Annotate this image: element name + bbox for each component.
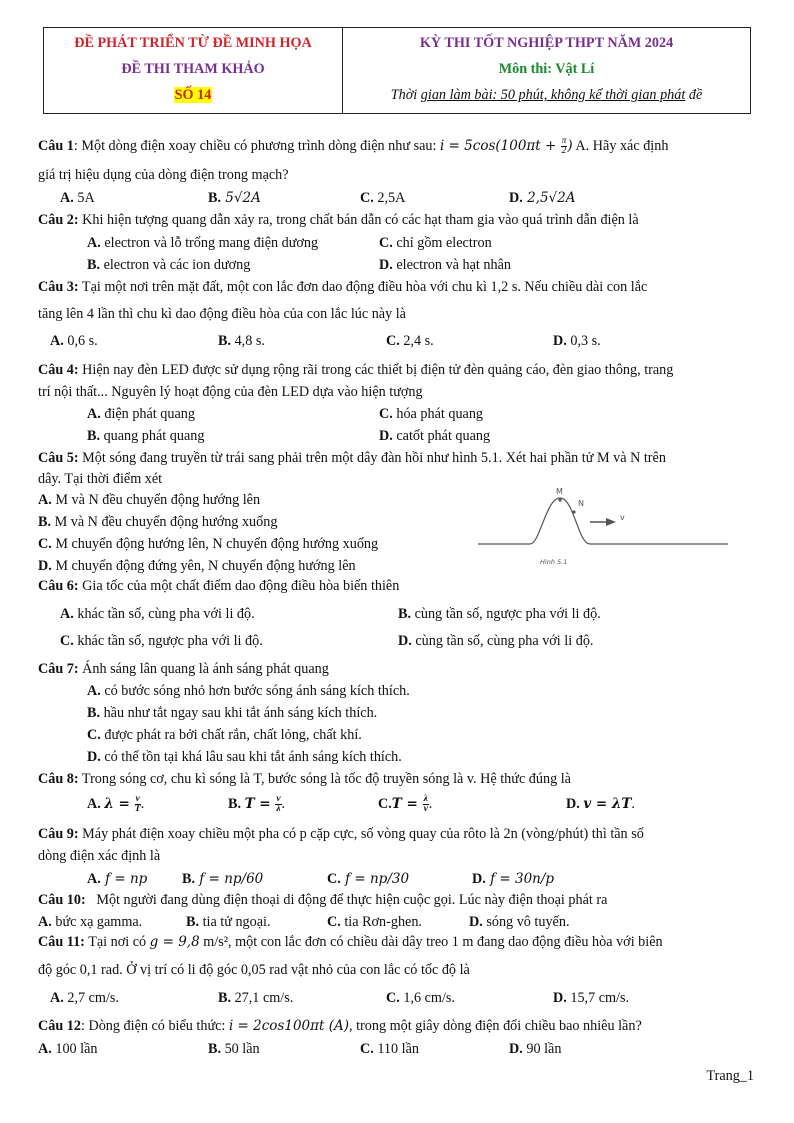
option-key: B. xyxy=(398,606,412,622)
option-text: 100 lần xyxy=(51,1041,98,1057)
option-key: B. xyxy=(228,796,242,812)
header-right-cell xyxy=(343,28,750,113)
question-6-text: Gia tốc của một chất điểm dao động điều hòa biến thiên xyxy=(78,578,400,594)
question-12-label: Câu 12 xyxy=(38,1018,81,1034)
option-text: 90 lần xyxy=(522,1041,562,1057)
option-text: 5A xyxy=(73,190,95,206)
q12-option-a[interactable] xyxy=(38,1040,98,1058)
option-text: có bước sóng nhỏ hơn bước sóng ánh sáng kích thích. xyxy=(100,683,410,699)
option-key: D. xyxy=(553,990,567,1006)
option-text: 2,7 cm/s. xyxy=(63,990,119,1006)
question-3-stem-line2: tăng lên 4 lần thì chu kì dao động điều hòa của con lắc lúc này là xyxy=(38,306,406,322)
option-tail: . xyxy=(631,796,635,812)
frac-den: λ xyxy=(276,804,281,815)
option-text: f = 30n/p xyxy=(485,871,555,887)
option-key: A. xyxy=(87,871,101,887)
option-key: C. xyxy=(38,536,52,552)
q4-option-a[interactable] xyxy=(87,405,195,423)
option-key: D. xyxy=(379,257,393,273)
option-text: cùng tần số, cùng pha với li độ. xyxy=(411,633,594,649)
question-1-frac-num: π xyxy=(561,136,567,147)
q6-option-c[interactable] xyxy=(60,632,263,650)
q1-option-c[interactable] xyxy=(360,189,405,207)
option-text: M và N đều chuyển động hướng lên xyxy=(51,492,261,508)
point-m-dot xyxy=(558,498,561,501)
question-3-label: Câu 3: xyxy=(38,279,79,295)
option-key: A. xyxy=(38,492,52,508)
question-1-label: Câu 1 xyxy=(38,138,74,154)
question-6-stem xyxy=(38,577,399,595)
q11-option-b[interactable] xyxy=(218,989,293,1007)
wave-string xyxy=(478,498,728,544)
option-text: 5√2A xyxy=(221,190,261,206)
q6-option-b[interactable] xyxy=(398,605,601,623)
velocity-label: v xyxy=(620,513,625,522)
option-key: D. xyxy=(472,871,486,887)
q2-option-b[interactable] xyxy=(87,256,250,274)
option-tail: . xyxy=(428,796,433,812)
header-duration xyxy=(391,87,703,104)
option-key: A. xyxy=(87,683,101,699)
option-text: 1,6 cm/s. xyxy=(399,990,455,1006)
option-key: B. xyxy=(87,705,101,721)
question-10-text: Một người đang dùng điện thoại di động để thực hiện cuộc gọi. Lúc này điện thoại phát ra xyxy=(85,892,608,908)
option-key: A. xyxy=(38,1041,52,1057)
option-key: D. xyxy=(398,633,412,649)
option-text: 2,5√2A xyxy=(522,190,576,206)
question-9-stem xyxy=(38,825,644,843)
option-key: C. xyxy=(386,333,400,349)
exam-header-table xyxy=(43,27,751,114)
page-number: Trang_1 xyxy=(706,1068,754,1084)
option-text: bức xạ gamma. xyxy=(51,914,143,930)
q3-option-d[interactable] xyxy=(553,332,601,350)
question-5-label: Câu 5: xyxy=(38,450,79,466)
question-11-label: Câu 11: xyxy=(38,934,85,950)
question-1-formula-close: ) xyxy=(567,138,573,154)
q11-option-d[interactable] xyxy=(553,989,629,1007)
option-text: electron và hạt nhân xyxy=(392,257,511,273)
question-2-stem xyxy=(38,211,639,229)
option-key: C. xyxy=(379,406,393,422)
option-key: D. xyxy=(566,796,580,812)
option-tail: . xyxy=(140,796,145,812)
option-key: C. xyxy=(360,190,374,206)
option-key: D. xyxy=(38,558,52,574)
q1-option-d[interactable] xyxy=(509,189,576,207)
header-duration-suffix: đề xyxy=(685,87,703,104)
question-4-stem-line2: trí nội thất... Nguyên lý hoạt động của đèn LED dựa vào hiện tượng xyxy=(38,384,423,400)
q12-option-b[interactable] xyxy=(208,1040,260,1058)
q11-option-c[interactable] xyxy=(386,989,455,1007)
q4-option-c[interactable] xyxy=(379,405,483,423)
q7-option-b[interactable] xyxy=(87,704,377,722)
question-11-formula: g = 9,8 xyxy=(149,934,200,950)
question-7-text: Ánh sáng lân quang là ánh sáng phát quang xyxy=(78,661,329,677)
q3-option-a[interactable] xyxy=(50,332,98,350)
q9-option-c[interactable] xyxy=(327,870,409,888)
question-3-stem xyxy=(38,278,647,296)
q9-option-b[interactable] xyxy=(182,870,263,888)
question-10-label: Câu 10: xyxy=(38,892,86,908)
option-text: M chuyển động hướng lên, N chuyển động hướng xuống xyxy=(51,536,379,552)
option-key: B. xyxy=(87,257,101,273)
header-source-title: ĐỀ PHÁT TRIỂN TỪ ĐỀ MINH HỌA xyxy=(74,34,312,51)
q4-option-b[interactable] xyxy=(87,427,204,445)
option-key: C. xyxy=(360,1041,374,1057)
question-11-text: Tại nơi có xyxy=(84,934,150,950)
question-1-frac-den: 2 xyxy=(561,146,567,157)
q5-option-c[interactable] xyxy=(38,535,378,553)
q9-option-a[interactable] xyxy=(87,870,147,888)
header-exam-type: ĐỀ THI THAM KHẢO xyxy=(121,60,265,77)
question-9-label: Câu 9: xyxy=(38,826,79,842)
option-text: electron và lỗ trống mang điện dương xyxy=(100,235,319,251)
question-10-stem xyxy=(38,891,607,909)
frac-den: T xyxy=(134,804,141,815)
frac-den: v xyxy=(423,804,428,815)
option-key: A. xyxy=(87,235,101,251)
option-text: M và N đều chuyển động hướng xuống xyxy=(51,514,278,530)
question-11-stem xyxy=(38,933,663,951)
option-key: C. xyxy=(327,871,341,887)
question-8-text: Trong sóng cơ, chu kì sóng là T, bước sóng là tốc độ truyền sóng là v. Hệ thức đúng là xyxy=(78,771,571,787)
q8-option-d[interactable] xyxy=(566,795,635,813)
q10-option-b[interactable] xyxy=(186,913,271,931)
question-1-formula: i = 5cos(100πt + xyxy=(439,138,561,154)
option-key: D. xyxy=(379,428,393,444)
question-5-text: Một sóng đang truyền từ trái sang phải trên một dây đàn hồi như hình 5.1. Xét hai phần tử M và N trên xyxy=(78,450,666,466)
q2-option-c[interactable] xyxy=(379,234,492,252)
question-4-stem xyxy=(38,361,673,379)
option-text: sóng vô tuyến. xyxy=(482,914,570,930)
q7-option-a[interactable] xyxy=(87,682,410,700)
option-text: chỉ gồm electron xyxy=(392,235,492,251)
option-formula: λ = xyxy=(104,796,135,812)
question-7-label: Câu 7: xyxy=(38,661,79,677)
q6-option-d[interactable] xyxy=(398,632,593,650)
option-key: C. xyxy=(378,796,392,812)
option-text: 4,8 s. xyxy=(231,333,265,349)
header-subject: Môn thi: Vật Lí xyxy=(498,60,595,77)
option-text: 0,3 s. xyxy=(566,333,601,349)
point-m-label: M xyxy=(556,487,563,496)
option-key: A. xyxy=(87,406,101,422)
question-1-stem-line2: giá trị hiệu dụng của dòng điện trong mạch? xyxy=(38,167,289,183)
q6-option-a[interactable] xyxy=(60,605,255,623)
header-left-cell xyxy=(44,28,343,113)
option-formula: v = λT xyxy=(583,796,632,812)
option-key: A. xyxy=(50,333,64,349)
q5-option-b[interactable] xyxy=(38,513,277,531)
q2-option-d[interactable] xyxy=(379,256,511,274)
q3-option-c[interactable] xyxy=(386,332,434,350)
q1-option-a[interactable] xyxy=(60,189,95,207)
option-text: 0,6 s. xyxy=(63,333,98,349)
question-11-stem-line2: độ góc 0,1 rad. Ở vị trí có li độ góc 0,05 rad vật nhỏ của con lắc có tốc độ là xyxy=(38,962,470,978)
frac-num: v xyxy=(276,794,281,805)
option-key: B. xyxy=(218,990,232,1006)
option-key: A. xyxy=(60,606,74,622)
q2-option-a[interactable] xyxy=(87,234,318,252)
q5-option-a[interactable] xyxy=(38,491,260,509)
q8-option-c[interactable] xyxy=(378,795,432,814)
option-text: cùng tần số, ngược pha với li độ. xyxy=(411,606,601,622)
option-key: C. xyxy=(327,914,341,930)
option-key: D. xyxy=(509,1041,523,1057)
header-exam-number: SỐ 14 xyxy=(174,87,212,104)
option-key: B. xyxy=(186,914,200,930)
question-8-label: Câu 8: xyxy=(38,771,79,787)
question-11-text-tail: , một con lắc đơn có chiều dài dây treo 1 m đang dao động điều hòa với biên xyxy=(228,934,663,950)
question-2-label: Câu 2: xyxy=(38,212,79,228)
velocity-arrow-icon xyxy=(606,518,616,526)
option-key: B. xyxy=(218,333,232,349)
option-key: D. xyxy=(469,914,483,930)
option-key: D. xyxy=(509,190,523,206)
option-text: f = np xyxy=(100,871,148,887)
q7-option-d[interactable] xyxy=(87,748,402,766)
option-key: B. xyxy=(182,871,196,887)
question-5-stem xyxy=(38,449,666,467)
option-text: hóa phát quang xyxy=(392,406,484,422)
frac-num: λ xyxy=(423,794,428,805)
option-text: 110 lần xyxy=(373,1041,419,1057)
option-key: D. xyxy=(87,749,101,765)
q7-option-c[interactable] xyxy=(87,726,362,744)
question-12-stem xyxy=(38,1017,642,1035)
option-key: C. xyxy=(386,990,400,1006)
question-8-stem xyxy=(38,770,571,788)
frac-num: v xyxy=(135,794,140,805)
question-12-text: : Dòng điện có biểu thức: xyxy=(80,1018,229,1034)
q12-option-c[interactable] xyxy=(360,1040,419,1058)
q10-option-a[interactable] xyxy=(38,913,142,931)
question-9-text: Máy phát điện xoay chiều một pha có p cặp cực, số vòng quay của rôto là 2n (vòng/phút) thì tần số xyxy=(78,826,644,842)
q11-option-a[interactable] xyxy=(50,989,119,1007)
option-text: khác tần số, cùng pha với li độ. xyxy=(73,606,255,622)
option-text: catốt phát quang xyxy=(392,428,491,444)
question-1-text: : Một dòng điện xoay chiều có phương trình dòng điện như sau: xyxy=(73,138,440,154)
point-n-dot xyxy=(572,510,575,513)
q8-option-b[interactable] xyxy=(228,795,285,814)
q1-option-b[interactable] xyxy=(208,189,261,207)
question-12-formula: i = 2cos100πt (A) xyxy=(228,1018,349,1034)
question-7-stem xyxy=(38,660,329,678)
question-1-text-tail: A. Hãy xác định xyxy=(572,138,669,154)
option-key: C. xyxy=(379,235,393,251)
option-text: tia Rơn-ghen. xyxy=(340,914,422,930)
option-formula: T = xyxy=(244,796,276,812)
option-text: được phát ra bởi chất rắn, chất lỏng, chất khí. xyxy=(100,727,362,743)
question-9-stem-line2: dòng điện xác định là xyxy=(38,848,161,864)
option-key: C. xyxy=(87,727,101,743)
option-key: D. xyxy=(553,333,567,349)
option-key: A. xyxy=(50,990,64,1006)
option-text: 50 lần xyxy=(221,1041,260,1057)
option-key: A. xyxy=(60,190,74,206)
option-text: tia tử ngoại. xyxy=(199,914,271,930)
option-text: f = np/60 xyxy=(195,871,264,887)
q10-option-d[interactable] xyxy=(469,913,570,931)
q4-option-d[interactable] xyxy=(379,427,490,445)
q9-option-d[interactable] xyxy=(472,870,554,888)
question-1-stem xyxy=(38,137,668,156)
question-6-label: Câu 6: xyxy=(38,578,79,594)
wave-figure xyxy=(478,484,758,569)
header-duration-prefix: Thời xyxy=(390,87,421,104)
q3-option-b[interactable] xyxy=(218,332,265,350)
option-text: có thể tồn tại khá lâu sau khi tắt ánh sáng kích thích. xyxy=(100,749,402,765)
question-4-label: Câu 4: xyxy=(38,362,79,378)
question-5-stem-line2: dây. Tại thời điểm xét xyxy=(38,471,163,487)
figure-caption: Hình 5.1 xyxy=(540,558,568,566)
option-text: quang phát quang xyxy=(100,428,205,444)
option-text: electron và các ion dương xyxy=(100,257,251,273)
option-key: B. xyxy=(38,514,52,530)
question-11-unit: m/s² xyxy=(199,934,228,950)
header-exam-name: KỲ THI TỐT NGHIỆP THPT NĂM 2024 xyxy=(419,34,674,51)
option-text: 15,7 cm/s. xyxy=(566,990,630,1006)
option-text: khác tần số, ngược pha với li độ. xyxy=(73,633,263,649)
option-text: hầu như tắt ngay sau khi tắt ánh sáng kích thích. xyxy=(100,705,378,721)
option-key: B. xyxy=(87,428,101,444)
question-2-text: Khi hiện tượng quang dẫn xảy ra, trong chất bán dẫn có các hạt tham gia vào quá trình dẫn điện là xyxy=(78,212,639,228)
header-duration-main: gian làm bài: 50 phút, không kể thời gian phát xyxy=(420,87,686,104)
option-tail: . xyxy=(281,796,286,812)
q8-option-a[interactable] xyxy=(87,795,144,814)
question-3-text: Tại một nơi trên mặt đất, một con lắc đơn dao động điều hòa với chu kì 1,2 s. Nếu chiều dài con lắc xyxy=(78,279,648,295)
option-key: A. xyxy=(87,796,101,812)
option-key: C. xyxy=(60,633,74,649)
option-key: B. xyxy=(208,190,222,206)
question-4-text: Hiện nay đèn LED được sử dụng rộng rãi trong các thiết bị điện tử đèn quảng cáo, đèn giao thông, trang xyxy=(78,362,674,378)
option-text: M chuyển động đứng yên, N chuyển động hướng lên xyxy=(51,558,356,574)
question-12-text-tail: , trong một giây dòng điện đổi chiều bao nhiêu lần? xyxy=(349,1018,642,1034)
option-key: A. xyxy=(38,914,52,930)
q10-option-c[interactable] xyxy=(327,913,422,931)
q5-option-d[interactable] xyxy=(38,557,356,575)
q12-option-d[interactable] xyxy=(509,1040,561,1058)
option-text: 2,4 s. xyxy=(399,333,434,349)
option-text: f = np/30 xyxy=(340,871,410,887)
option-text: điện phát quang xyxy=(100,406,195,422)
point-n-label: N xyxy=(578,499,584,508)
option-text: 2,5A xyxy=(373,190,406,206)
option-text: 27,1 cm/s. xyxy=(231,990,294,1006)
option-formula: T = xyxy=(391,796,423,812)
option-key: B. xyxy=(208,1041,222,1057)
